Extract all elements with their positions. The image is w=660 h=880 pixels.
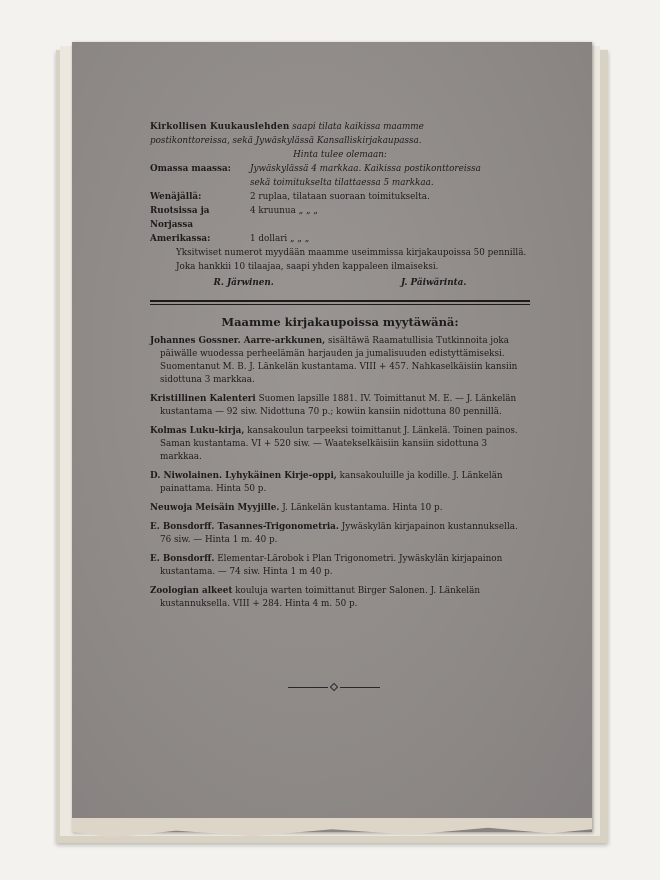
price-row — [150, 190, 530, 204]
note: Yksitwiset numerot myydään maamme useimmissa kirjakaupoissa 50 pennillä. — [176, 248, 527, 258]
ornament-line — [340, 687, 380, 688]
price-label: Omassa maassa: — [150, 164, 231, 174]
book-entry-title: Kolmas Luku-kirja, — [150, 426, 245, 436]
book-entry-title: D. Niwolainen. Lyhykäinen Kirje-oppi, — [150, 471, 337, 481]
note: Joka hankkii 10 tilaajaa, saapi yhden kappaleen ilmaiseksi. — [176, 262, 439, 272]
price-intro: Hinta tulee olemaan: — [293, 150, 387, 160]
book-entry — [150, 470, 530, 496]
book-entry — [150, 335, 530, 387]
book-entry-text: Jywäskylän kirjapainon kustannuksella. 76 siw. — Hinta 1 m. 40 p. — [160, 522, 518, 545]
ornament-divider — [288, 684, 380, 690]
divider-rule — [150, 300, 530, 305]
book-entry — [150, 521, 530, 547]
price-value: 4 kruunua „ „ „ — [250, 206, 318, 216]
book-entry-title: Johannes Gossner. Aarre-arkkunen, — [150, 336, 326, 346]
book-entry-text: kouluja warten toimittanut Birger Salonen. J. Länkelän kustannuksella. VIII + 284. Hinta 4 m. 50 p. — [160, 586, 480, 609]
price-label: Amerikassa: — [150, 234, 211, 244]
book-entry — [150, 425, 530, 464]
book-entry-text: J. Länkelän kustantama. Hinta 10 p. — [282, 503, 443, 513]
ornament-diamond — [330, 683, 338, 691]
section-heading: Maamme kirjakaupoissa myytäwänä: — [221, 315, 459, 329]
magazine-title: Kirkollisen Kuukauslehden — [150, 122, 290, 132]
book-entry-title: Neuwoja Meisäin Myyjille. — [150, 503, 280, 513]
signer: J. Päiwärinta. — [400, 278, 467, 288]
book-entry — [150, 585, 530, 611]
price-label: Wenäjällä: — [150, 192, 202, 202]
ornament-line — [288, 687, 328, 688]
intro-line-1 — [150, 120, 530, 134]
book-entry-text: kansakoulun tarpeeksi toimittanut J. Länkelä. Toinen painos. Saman kustantama. VI + 520 siw. — Waatekselkäisiin kansiin sidottuna 3 markkaa. — [160, 426, 518, 462]
book-entry — [150, 502, 530, 515]
price-extra: sekä toimitukselta tilattaessa 5 markkaa. — [250, 178, 434, 188]
intro-line-1-rest: saapi tilata kaikissa maamme — [292, 122, 424, 132]
book-entry-text: Suomen lapsille 1881. IV. Toimittanut M. E. — J. Länkelän kustantama — 92 siw. Nidottuna 70 p.; kowiin kansiin nidottuna 80 pennillä. — [160, 394, 517, 417]
signers — [150, 276, 530, 290]
book-entry — [150, 553, 530, 579]
signer: R. Järwinen. — [213, 278, 274, 288]
book-entry-text: sisältäwä Raamatullisia Tutkinnoita joka päiwälle wuodessa perheelämän harjauden ja jumalisuuden edistyttämiseksi. Suomentanut M. B. J. Länkelän kustantama. VIII + 457. Nahkaselkäisiin kansiin sidottuna 3 markkaa. — [160, 336, 518, 385]
book-entry-title: E. Bonsdorff. Tasannes-Trigonometria. — [150, 522, 339, 532]
price-row — [150, 232, 530, 246]
price-value: 2 ruplaa, tilataan suoraan toimitukselta. — [250, 192, 430, 202]
book-entry-text: Elementar-Lärobok i Plan Trigonometri. Jywäskylän kirjapainon kustantama. — 74 siw. Hinta 1 m 40 p. — [160, 554, 503, 577]
price-row — [150, 204, 530, 232]
price-value: Jywäskylässä 4 markkaa. Kaikissa postikonttoreissa — [250, 164, 481, 174]
cover-text — [150, 120, 530, 617]
price-label: Ruotsissa ja Norjassa — [150, 206, 210, 230]
price-value: 1 dollari „ „ „ — [250, 234, 310, 244]
book-entry-title: Zoologian alkeet — [150, 586, 233, 596]
book-entry-title: Kristillinen Kalenteri — [150, 394, 256, 404]
book-entry-text: kansakouluille ja kodille. J. Länkelän painattama. Hinta 50 p. — [160, 471, 503, 494]
book-entry — [150, 393, 530, 419]
price-row — [150, 162, 530, 176]
book-entry-title: E. Bonsdorff. — [150, 554, 215, 564]
intro-line-2: postikonttoreissa, sekä Jywäskylässä Kansalliskirjakaupassa. — [150, 136, 422, 146]
